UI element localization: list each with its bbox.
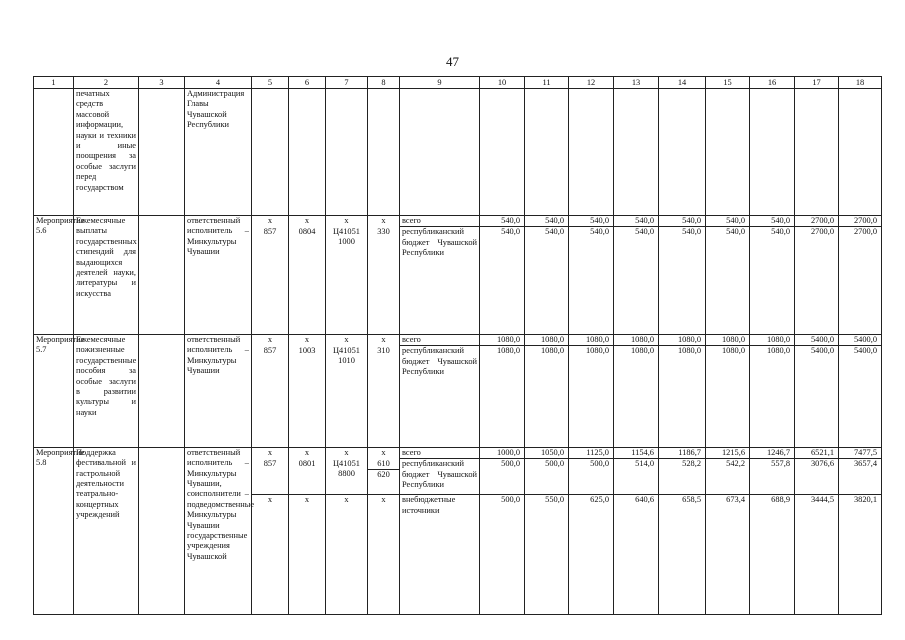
measure-executor: ответственный исполнитель – Минкультуры Чувашии <box>185 334 252 447</box>
code-cell: x <box>289 216 326 227</box>
header-cell: 15 <box>706 77 750 89</box>
value-cell: 7477,5 <box>839 447 882 458</box>
value-cell: 500,0 <box>480 495 525 615</box>
value-cell: 1080,0 <box>750 346 795 448</box>
value-cell: 528,2 <box>659 459 706 495</box>
code-cell: 1003 <box>289 346 326 448</box>
code-cell: x <box>326 447 368 458</box>
code-cell: x <box>368 216 400 227</box>
value-cell: 1080,0 <box>480 346 525 448</box>
header-cell: 18 <box>839 77 882 89</box>
code-cell: x <box>368 495 400 615</box>
value-cell: 1080,0 <box>525 334 569 345</box>
value-cell: 625,0 <box>569 495 614 615</box>
value-cell: 540,0 <box>525 227 569 335</box>
value-cell: 540,0 <box>706 227 750 335</box>
source-cell: всего <box>400 334 480 345</box>
header-cell: 3 <box>139 77 185 89</box>
value-cell: 3444,5 <box>795 495 839 615</box>
header-cell: 13 <box>614 77 659 89</box>
value-cell: 500,0 <box>525 459 569 495</box>
value-cell: 1000,0 <box>480 447 525 458</box>
value-cell: 5400,0 <box>795 334 839 345</box>
code-cell: x <box>326 216 368 227</box>
code-cell: x <box>289 447 326 458</box>
code-cell: 310 <box>368 346 400 448</box>
value-cell: 6521,1 <box>795 447 839 458</box>
value-cell: 2700,0 <box>795 227 839 335</box>
source-cell: республиканский бюджет Чувашской Республики <box>400 346 480 448</box>
measure-name: Ежемесячные пожизненные государственные пособия за особые заслуги в развитии культуры и науки <box>74 334 139 447</box>
code-cell: x <box>252 447 289 458</box>
value-cell: 1080,0 <box>706 334 750 345</box>
code-cell: x <box>289 495 326 615</box>
budget-table <box>33 76 882 615</box>
measure-label: Мероприятие 5.6 <box>34 216 74 335</box>
measure-name: Поддержка фестивальной и гастрольной деятельности театрально-концертных учреждений <box>74 447 139 614</box>
value-cell: 5400,0 <box>795 346 839 448</box>
value-cell: 2700,0 <box>839 227 882 335</box>
measure-executor: ответственный исполнитель – Минкультуры Чувашии <box>185 216 252 335</box>
source-cell: республиканский бюджет Чувашской Республики <box>400 227 480 335</box>
value-cell: 540,0 <box>480 227 525 335</box>
value-cell: 540,0 <box>480 216 525 227</box>
value-cell: 673,4 <box>706 495 750 615</box>
value-cell: 2700,0 <box>795 216 839 227</box>
value-cell: 1215,6 <box>706 447 750 458</box>
code-cell: x <box>289 334 326 345</box>
value-cell: 1080,0 <box>569 346 614 448</box>
page-number: 47 <box>446 54 459 69</box>
value-cell: 1080,0 <box>525 346 569 448</box>
header-cell: 16 <box>750 77 795 89</box>
measure-executor: ответственный исполнитель – Минкультуры Чувашии, соисполнители – подведомственные Минкультуры Чувашии государственные учреждения Чувашской <box>185 447 252 614</box>
continuation-row <box>34 89 882 216</box>
code-cell: x <box>252 334 289 345</box>
source-cell: всего <box>400 447 480 458</box>
value-cell: 540,0 <box>614 216 659 227</box>
value-cell: 1246,7 <box>750 447 795 458</box>
header-cell: 5 <box>252 77 289 89</box>
value-cell: 1080,0 <box>750 334 795 345</box>
header-cell: 10 <box>480 77 525 89</box>
value-cell: 540,0 <box>659 216 706 227</box>
code-cell: Ц41051 8800 <box>326 459 368 495</box>
code-cell: x <box>368 334 400 345</box>
code-cell: x <box>368 447 400 458</box>
measure-name: Ежемесячные выплаты государственных стипендий для выдающихся деятелей науки, литературы и искусства <box>74 216 139 335</box>
value-cell: 688,9 <box>750 495 795 615</box>
value-cell: 5400,0 <box>839 346 882 448</box>
header-cell: 11 <box>525 77 569 89</box>
header-cell: 17 <box>795 77 839 89</box>
value-cell: 550,0 <box>525 495 569 615</box>
code-cell: x <box>326 334 368 345</box>
value-cell: 1080,0 <box>659 334 706 345</box>
code-cell: 330 <box>368 227 400 335</box>
value-cell: 540,0 <box>706 216 750 227</box>
code-cell: Ц41051 1010 <box>326 346 368 448</box>
value-cell: 557,8 <box>750 459 795 495</box>
value-cell: 540,0 <box>525 216 569 227</box>
value-cell: 1080,0 <box>614 334 659 345</box>
code-cell: 857 <box>252 346 289 448</box>
value-cell: 1050,0 <box>525 447 569 458</box>
value-cell: 1125,0 <box>569 447 614 458</box>
value-cell: 658,5 <box>659 495 706 615</box>
code-cell: 610 <box>368 459 400 470</box>
code-cell: 0801 <box>289 459 326 495</box>
value-cell: 540,0 <box>614 227 659 335</box>
value-cell: 1080,0 <box>569 334 614 345</box>
header-cell: 14 <box>659 77 706 89</box>
value-cell: 542,2 <box>706 459 750 495</box>
code-cell: 857 <box>252 459 289 495</box>
header-cell: 12 <box>569 77 614 89</box>
header-cell: 9 <box>400 77 480 89</box>
value-cell: 540,0 <box>750 216 795 227</box>
code-cell: 0804 <box>289 227 326 335</box>
header-cell: 4 <box>185 77 252 89</box>
value-cell: 500,0 <box>569 459 614 495</box>
value-cell: 1186,7 <box>659 447 706 458</box>
code-cell: Ц41051 1000 <box>326 227 368 335</box>
measure-label: Мероприятие 5.7 <box>34 334 74 447</box>
value-cell: 5400,0 <box>839 334 882 345</box>
value-cell: 540,0 <box>569 216 614 227</box>
code-cell: x <box>326 495 368 615</box>
header-row <box>34 77 882 89</box>
value-cell: 514,0 <box>614 459 659 495</box>
measure-5-7-row-total <box>34 334 882 345</box>
value-cell: 2700,0 <box>839 216 882 227</box>
header-cell: 7 <box>326 77 368 89</box>
value-cell: 3657,4 <box>839 459 882 495</box>
value-cell: 500,0 <box>480 459 525 495</box>
measure-label: Мероприятие 5.8 <box>34 447 74 614</box>
continuation-executor: Администрация Главы Чувашской Республики <box>185 89 252 216</box>
header-cell: 8 <box>368 77 400 89</box>
header-cell: 6 <box>289 77 326 89</box>
value-cell: 540,0 <box>659 227 706 335</box>
value-cell: 1154,6 <box>614 447 659 458</box>
source-cell: республиканский бюджет Чувашской Республики <box>400 459 480 495</box>
value-cell: 540,0 <box>569 227 614 335</box>
value-cell: 3820,1 <box>839 495 882 615</box>
source-cell: внебюджетные источники <box>400 495 480 615</box>
code-cell: 857 <box>252 227 289 335</box>
code-cell: x <box>252 495 289 615</box>
header-cell: 1 <box>34 77 74 89</box>
value-cell: 640,6 <box>614 495 659 615</box>
value-cell: 3076,6 <box>795 459 839 495</box>
code-cell: x <box>252 216 289 227</box>
source-cell: всего <box>400 216 480 227</box>
continuation-name: печатных средств массовой информации, науки и техники и иные поощрения за особые заслуги перед государством <box>74 89 139 216</box>
value-cell: 1080,0 <box>614 346 659 448</box>
header-cell: 2 <box>74 77 139 89</box>
value-cell: 540,0 <box>750 227 795 335</box>
measure-5-8-row-total <box>34 447 882 458</box>
value-cell: 1080,0 <box>706 346 750 448</box>
code-cell: 620 <box>368 470 400 495</box>
value-cell: 1080,0 <box>659 346 706 448</box>
value-cell: 1080,0 <box>480 334 525 345</box>
measure-5-6-row-total <box>34 216 882 227</box>
